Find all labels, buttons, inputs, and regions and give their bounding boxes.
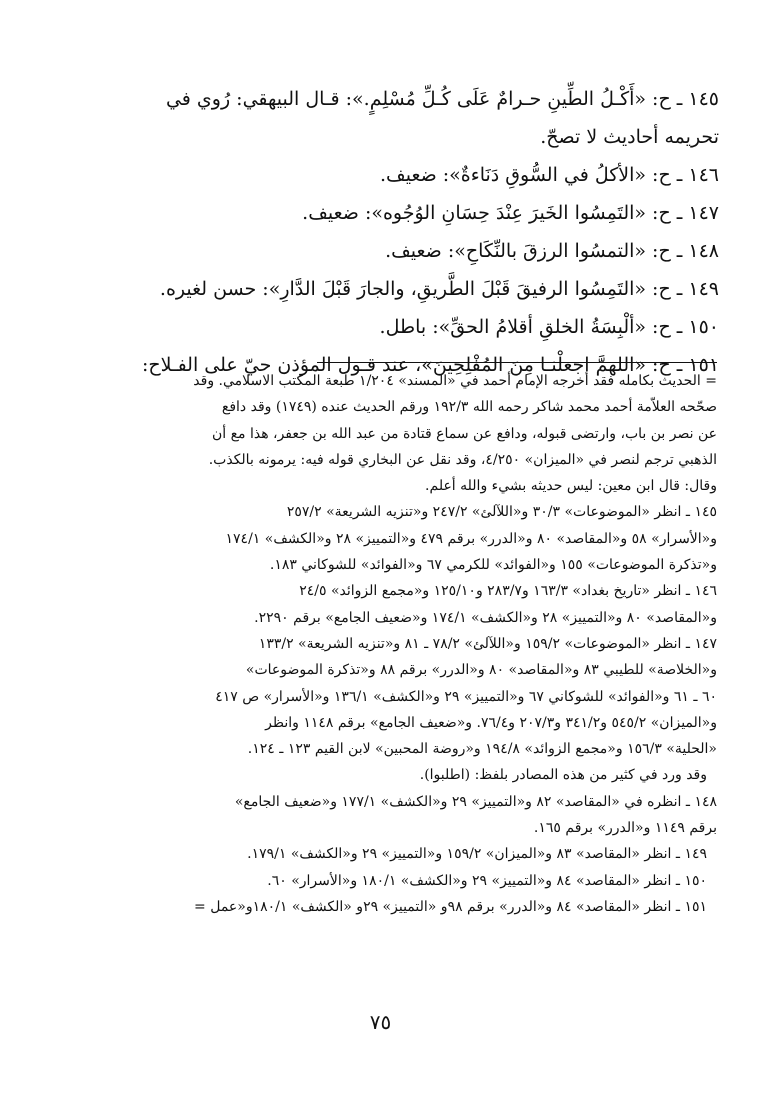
page-number: ٧٥ — [369, 1010, 392, 1034]
footnote-separator — [317, 362, 717, 363]
hadith-line: ١٤٨ ـ ح: «التمسُوا الرزقَ بالنِّكَاحِ»: ضعيف. — [385, 240, 719, 262]
footnote-149 — [58, 841, 717, 867]
footnote-150 — [58, 868, 717, 894]
hadith-line: ١٤٩ ـ ح: «التَمِسُوا الرفيقَ قَبْلَ الطَّريقِ، والجارَ قَبْلَ الدَّارِ»: حسن لغيره. — [159, 278, 719, 300]
hadith-147 — [58, 194, 719, 232]
footnote-147 — [58, 631, 717, 762]
footnote-line: و«الخلاصة» للطيبي ٨٣ و«المقاصد» ٨٠ و«الدرر» برقم ٨٨ و«تذكرة الموضوعات» — [245, 662, 717, 679]
footnote-continuation — [58, 368, 717, 499]
footnote-line: ١٤٨ ـ انظره في «المقاصد» ٨٢ و«التمييز» ٢٩ و«الكشف» ١٧٧/١ و«ضعيف الجامع» — [234, 793, 717, 810]
footnote-145 — [58, 499, 717, 578]
footnote-line: وقال: قال ابن معين: ليس حديثه بشيء والله أعلم. — [425, 478, 717, 495]
footnote-line: الذهبي ترجم لنصر في «الميزان» ٤/٢٥٠، وقد نقل عن البخاري قوله فيه: يرمونه بالكذب. — [208, 451, 717, 468]
footnote-line: و«المقاصد» ٨٠ و«التمييز» ٢٨ و«الكشف» ١٧٤/١ و«ضعيف الجامع» برقم ٢٢٩٠. — [254, 609, 717, 626]
footnote-line: صحّحه العلاّمة أحمد محمد شاكر رحمه الله ١٩٢/٣ ورقم الحديث عنده (١٧٤٩) وقد دافع — [221, 399, 717, 416]
hadith-line: ١٤٥ ـ ح: «أَكْـلُ الطِّينِ حـرامٌ عَلَى كُـلِّ مُسْلِمٍ.»: قـال البيهقي: رُوي في — [165, 88, 719, 110]
hadith-list — [58, 80, 719, 384]
footnote-line: برقم ١١٤٩ و«الدرر» برقم ١٦٥. — [533, 820, 717, 837]
footnote-line: ١٤٥ ـ انظر «الموضوعات» ٣٠/٣ و«اللآلئ» ٢٤٧/٢ و«تنزيه الشريعة» ٢٥٧/٢ — [286, 504, 717, 521]
footnote-151 — [58, 894, 717, 920]
hadith-145 — [58, 80, 719, 156]
footnote-line: = الحديث بكامله فقد أخرجه الإمام أحمد في «المسند» ١/٢٠٤ طبعة المكتب الاسلامي. وقد — [193, 373, 717, 389]
footnote-148 — [58, 789, 717, 842]
hadith-line: ١٥١ ـ ح: «اللهمَّ اجعلْنـا مِنَ المُفْلِحِينَ»، عند قـول المؤذن حيّ على الفـلاح: — [142, 354, 719, 376]
footnotes — [58, 368, 717, 920]
hadith-150 — [58, 308, 719, 346]
footnote-146 — [58, 578, 717, 631]
footnote-line: و«تذكرة الموضوعات» ١٥٥ و«الفوائد» للكرمي ٦٧ و«الفوائد» للشوكاني ١٨٣. — [269, 557, 717, 574]
footnote-line: ١٤٧ ـ انظر «الموضوعات» ١٥٩/٢ و«اللآلئ» ٧٨/٢ ـ ٨١ و«تنزيه الشريعة» ١٣٣/٢ — [258, 635, 717, 652]
hadith-line: ١٥٠ ـ ح: «ألْبِسَةُ الخلقِ أقلامُ الحقِّ»: باطل. — [379, 316, 719, 338]
hadith-148 — [58, 232, 719, 270]
footnote-line: ٦٠ ـ ٦١ و«الفوائد» للشوكاني ٦٧ و«التمييز» ٢٩ و«الكشف» ١٣٦/١ و«الأسرار» ص ٤١٧ — [215, 688, 717, 705]
footnote-line: عن نصر بن باب، وارتضى قبوله، ودافع عن سماع قتادة من عبد الله بن جعفر، هذا مع أن — [211, 425, 717, 442]
footnote-line: ١٤٩ ـ انظر «المقاصد» ٨٣ و«الميزان» ١٥٩/٢ و«التمييز» ٢٩ و«الكشف» ١٧٩/١. — [247, 846, 707, 863]
hadith-line: ١٤٧ ـ ح: «التَمِسُوا الخَيرَ عِنْدَ حِسَانِ الوُجُوه»: ضعيف. — [302, 202, 719, 224]
footnote-line: «الحلية» ١٥٦/٣ و«مجمع الزوائد» ١٩٤/٨ و«روضة المحبين» لابن القيم ١٢٣ ـ ١٢٤. — [247, 741, 717, 758]
hadith-146 — [58, 156, 719, 194]
footnote-line: و«الأسرار» ٥٨ و«المقاصد» ٨٠ و«الدرر» برقم ٤٧٩ و«التمييز» ٢٨ و«الكشف» ١٧٤/١ — [225, 530, 717, 547]
footnote-line: و«الميزان» ٥٤٥/٢ و٣٤١/٢ و٢٠٧/٣ و٧٦/٤. و«ضعيف الجامع» برقم ١١٤٨ وانظر — [265, 714, 717, 731]
hadith-line: ١٤٦ ـ ح: «الأكلُ في السُّوقِ دَنَاءةٌ»: ضعيف. — [380, 164, 719, 186]
footnote-line: ١٥١ ـ انظر «المقاصد» ٨٤ و«الدرر» برقم ٩٨و «التمييز» ٢٩و «الكشف» ١٨٠/١و«عمل = — [194, 898, 707, 915]
hadith-149 — [58, 270, 719, 308]
footnote-147-note — [58, 762, 717, 788]
footnote-line: وقد ورد في كثير من هذه المصادر بلفظ: (اطلبوا). — [419, 767, 707, 784]
hadith-line: تحريمه أحاديث لا تصحّ. — [540, 126, 719, 148]
footnote-line: ١٤٦ ـ انظر «تاريخ بغداد» ١٦٣/٣ و٢٨٣/٧ و١٢٥/١٠ و«مجمع الزوائد» ٢٤/٥ — [299, 583, 717, 600]
footnote-line: ١٥٠ ـ انظر «المقاصد» ٨٤ و«التمييز» ٢٩ و«الكشف» ١٨٠/١ و«الأسرار» ٦٠. — [267, 872, 707, 889]
